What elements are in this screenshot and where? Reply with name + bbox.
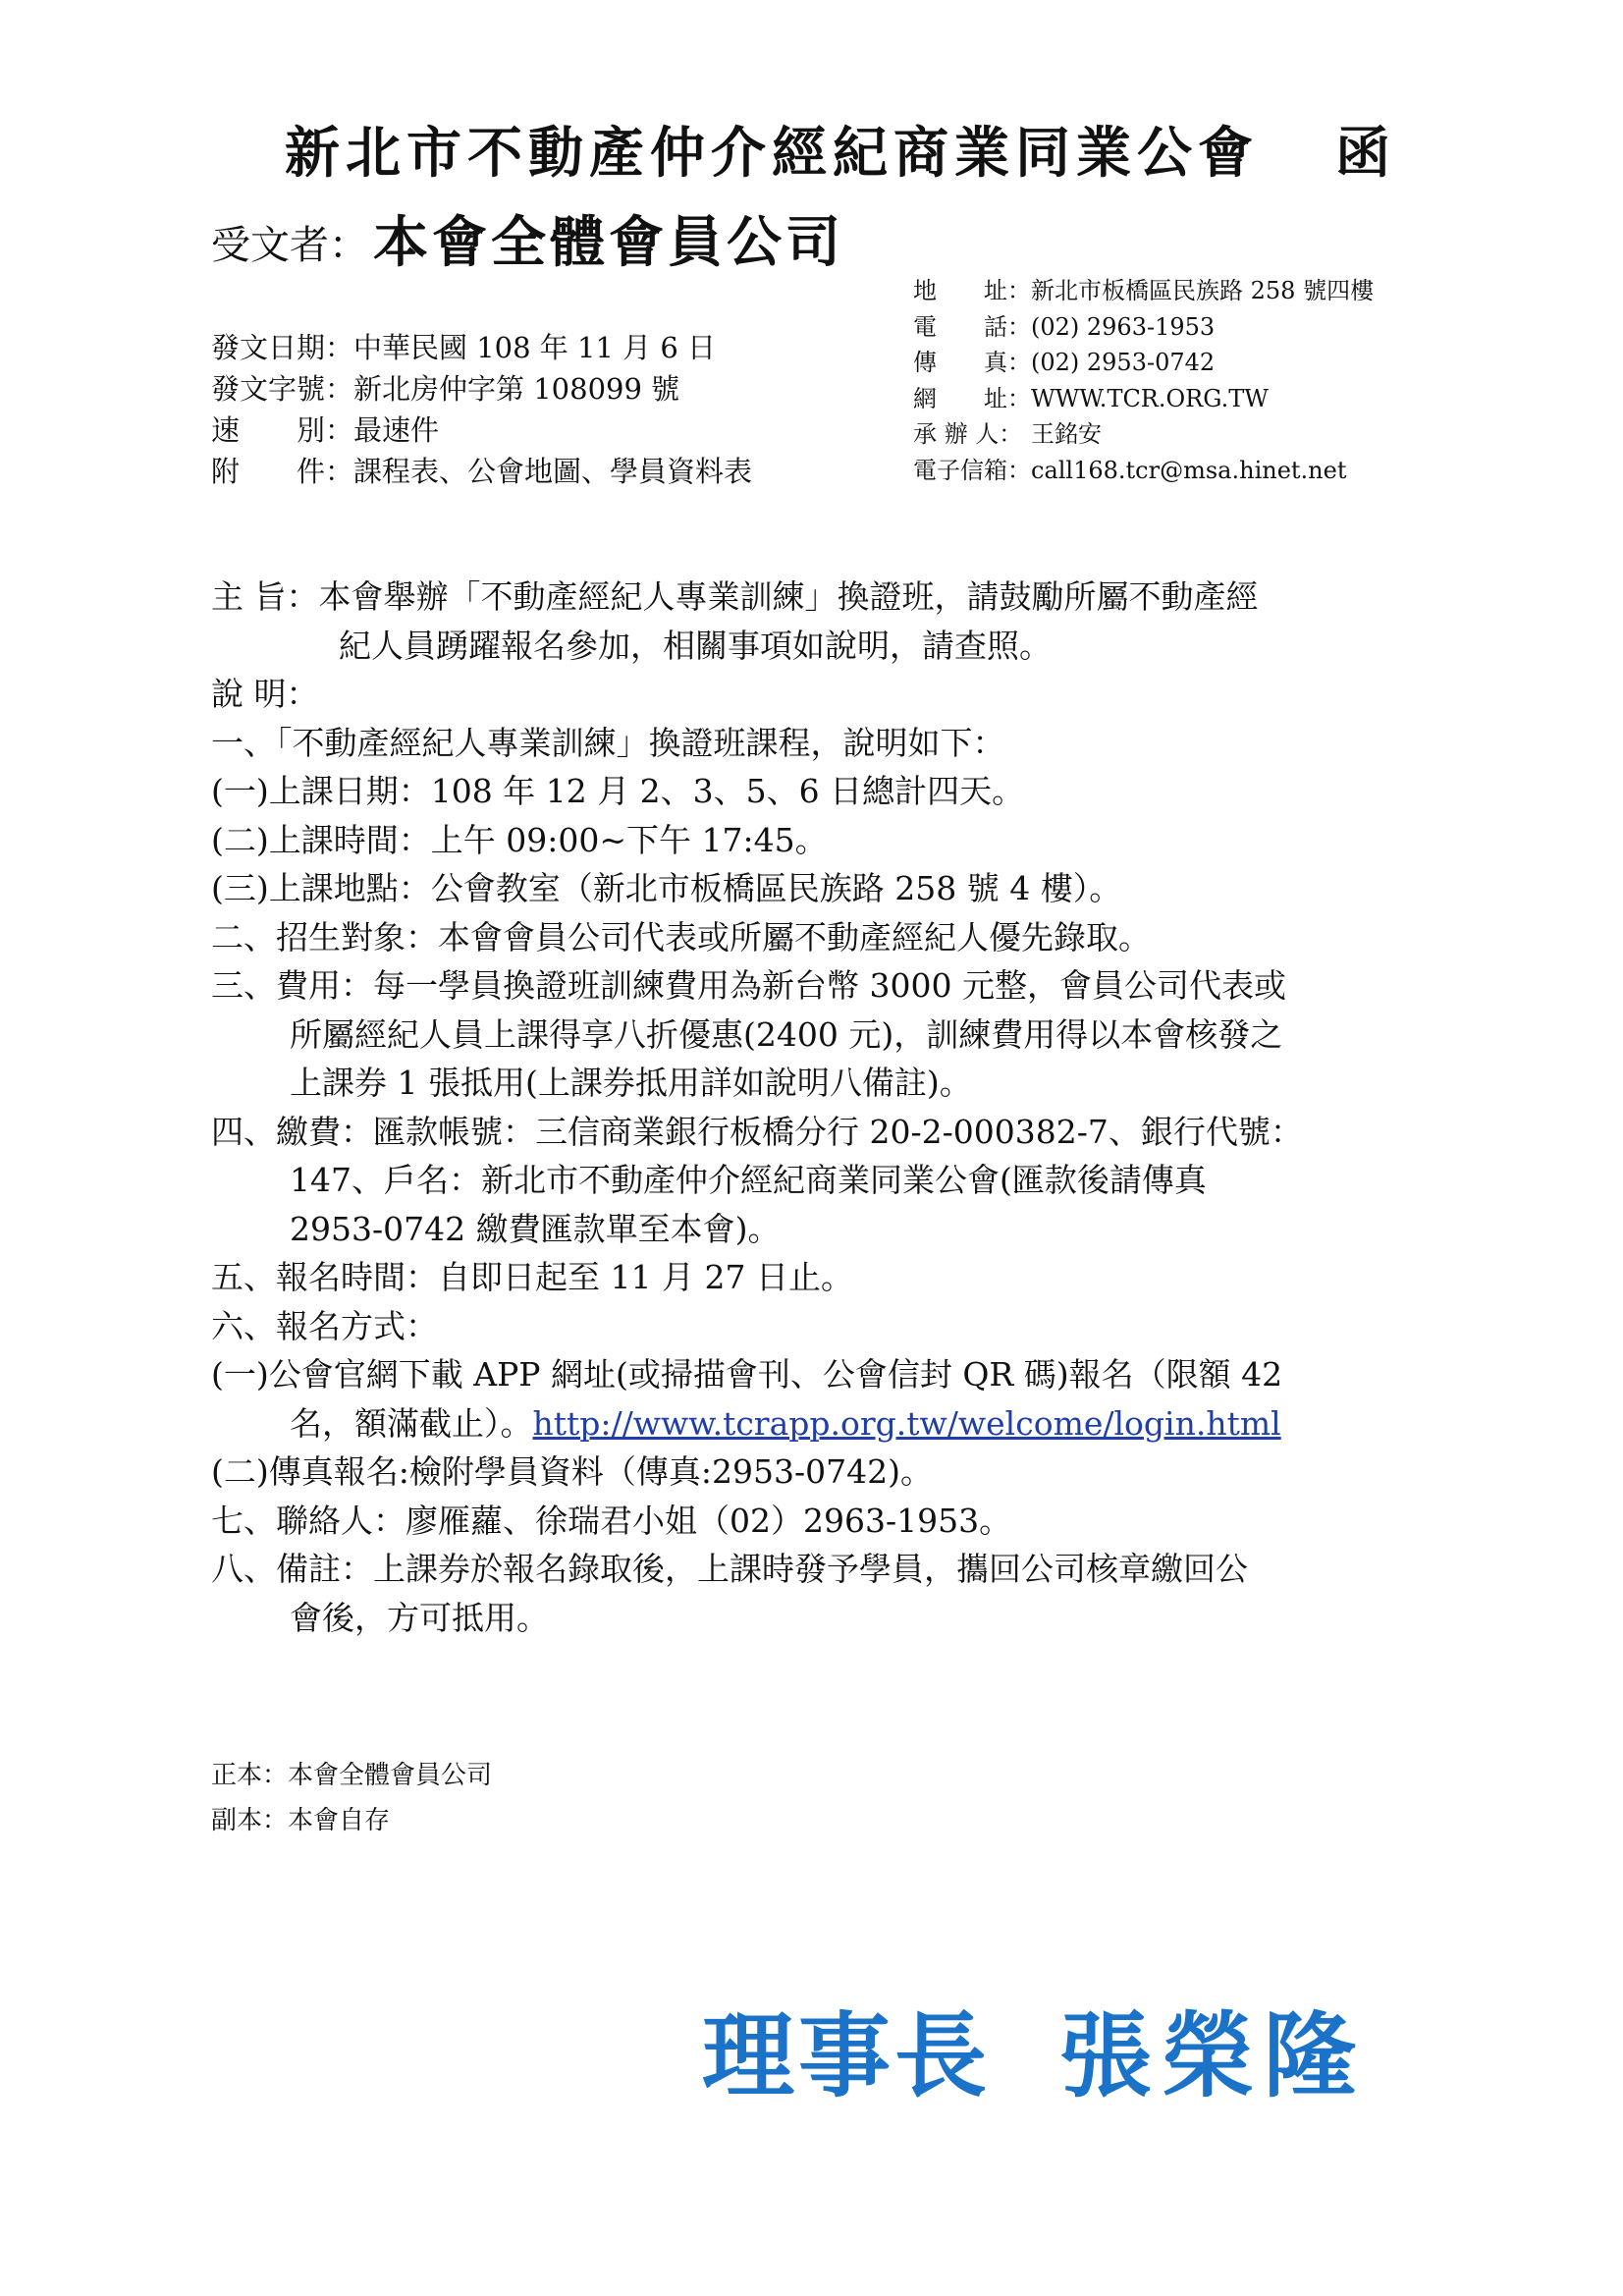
meta-label: 發文日期： — [211, 331, 354, 364]
contact-value: 王銘安 — [1031, 420, 1102, 448]
contact-fax — [913, 345, 1374, 381]
meta-reference-number — [211, 368, 752, 410]
meta-date — [211, 327, 752, 368]
explanation-item-continued: 147、戶名：新北市不動產仲介經紀商業同業公會(匯款後請傳真 — [290, 1161, 1207, 1199]
contact-value: 新北市板橋區民族路 258 號四樓 — [1031, 277, 1375, 304]
explanation-subitem: (二)上課時間：上午 09:00~下午 17:45。 — [211, 820, 828, 859]
explanation-item: 五、報名時間：自即日起至 11 月 27 日止。 — [211, 1258, 853, 1296]
explanation-heading: 說 明： — [211, 675, 319, 713]
contact-label: 電子信箱： — [913, 456, 1031, 484]
meta-priority — [211, 410, 752, 451]
explanation-subitem: (一)公會官網下載 APP 網址(或掃描會刊、公會信封 QR 碼)報名（限額 42 — [211, 1355, 1283, 1394]
contact-label: 傳 真： — [913, 349, 1031, 376]
document-type: 函 — [1335, 122, 1396, 186]
signature-title: 理事長 — [702, 2003, 992, 2110]
explanation-subitem: (二)傳真報名:檢附學員資料（傳真:2953-0742)。 — [211, 1452, 933, 1491]
explanation-item-continued: 所屬經紀人員上課得享八折優惠(2400 元)，訓練費用得以本會核發之 — [290, 1014, 1283, 1054]
registration-note: 名，額滿截止）。 — [290, 1403, 533, 1443]
meta-value: 最速件 — [353, 413, 440, 447]
contact-value: call168.tcr@msa.hinet.net — [1031, 456, 1347, 484]
meta-value: 新北房仲字第 108099 號 — [353, 372, 680, 406]
meta-label: 速 別： — [211, 413, 354, 447]
meta-value: 課程表、公會地圖、學員資料表 — [353, 455, 753, 488]
explanation-item: 三、費用：每一學員換證班訓練費用為新台幣 3000 元整，會員公司代表或 — [211, 966, 1286, 1005]
recipient-name: 本會全體會員公司 — [373, 211, 844, 275]
explanation-item: 二、招生對象：本會會員公司代表或所屬不動產經紀人優先錄取。 — [211, 917, 1151, 957]
explanation-item-continued: 上課券 1 張抵用(上課券抵用詳如說明八備註)。 — [290, 1064, 972, 1102]
subject-line: 主 旨：本會舉辦「不動產經紀人專業訓練」換證班，請鼓勵所屬不動產經 — [211, 577, 1259, 616]
document-body — [211, 573, 1303, 1642]
explanation-item: 八、備註：上課券於報名錄取後，上課時發予學員，攜回公司核章繳回公 — [211, 1550, 1248, 1588]
contact-email — [913, 453, 1374, 489]
signature-name: 張榮隆 — [1059, 2003, 1367, 2110]
explanation-item-continued: 2953-0742 繳費匯款單至本會)。 — [290, 1209, 781, 1248]
contact-block — [913, 273, 1374, 488]
contact-address — [913, 273, 1374, 309]
contact-value: (02) 2953-0742 — [1031, 349, 1216, 376]
explanation-subitem: (一)上課日期：108 年 12 月 2、3、5、6 日總計四天。 — [211, 772, 1025, 810]
copy-recipient: 副本：本會自存 — [211, 1806, 391, 1835]
explanation-item: 七、聯絡人：廖雁蘿、徐瑞君小姐（02）2963-1953。 — [211, 1501, 1012, 1540]
meta-label: 發文字號： — [211, 372, 354, 406]
organization-name: 新北市不動產仲介經紀商業同業公會 — [285, 122, 1259, 186]
distribution-list — [211, 1753, 492, 1843]
contact-value: WWW.TCR.ORG.TW — [1031, 384, 1269, 412]
registration-link[interactable]: http://www.tcrapp.org.tw/welcome/login.html — [532, 1403, 1281, 1443]
chairman-signature — [702, 1982, 1366, 2114]
document-title — [285, 110, 1396, 189]
contact-label: 網 址： — [913, 384, 1031, 412]
explanation-item: 一、「不動產經紀人專業訓練」換證班課程，說明如下： — [211, 723, 1005, 762]
contact-label: 承 辦 人： — [913, 420, 1023, 448]
explanation-item: 六、報名方式： — [211, 1306, 438, 1345]
meta-label: 附 件： — [211, 455, 354, 488]
meta-value: 中華民國 108 年 11 月 6 日 — [353, 331, 717, 364]
explanation-item: 四、繳費：匯款帳號：三信商業銀行板橋分行 20-2-000382-7、銀行代號： — [211, 1112, 1303, 1151]
contact-phone — [913, 309, 1374, 346]
contact-label: 地 址： — [913, 277, 1031, 304]
contact-value: (02) 2963-1953 — [1031, 312, 1216, 341]
explanation-subitem: (三)上課地點：公會教室（新北市板橋區民族路 258 號 4 樓）。 — [211, 869, 1122, 907]
meta-attachments — [211, 451, 752, 492]
subject-line: 紀人員踴躍報名參加，相關事項如說明，請查照。 — [339, 626, 1052, 665]
document-meta — [211, 327, 752, 492]
contact-handler — [913, 416, 1374, 453]
explanation-item-continued — [211, 1399, 1303, 1449]
explanation-item-continued: 會後，方可抵用。 — [290, 1598, 549, 1637]
contact-label: 電 話： — [913, 312, 1031, 341]
recipient-label: 受文者： — [211, 223, 368, 268]
original-recipient: 正本：本會全體會員公司 — [211, 1761, 493, 1790]
contact-website — [913, 381, 1374, 417]
